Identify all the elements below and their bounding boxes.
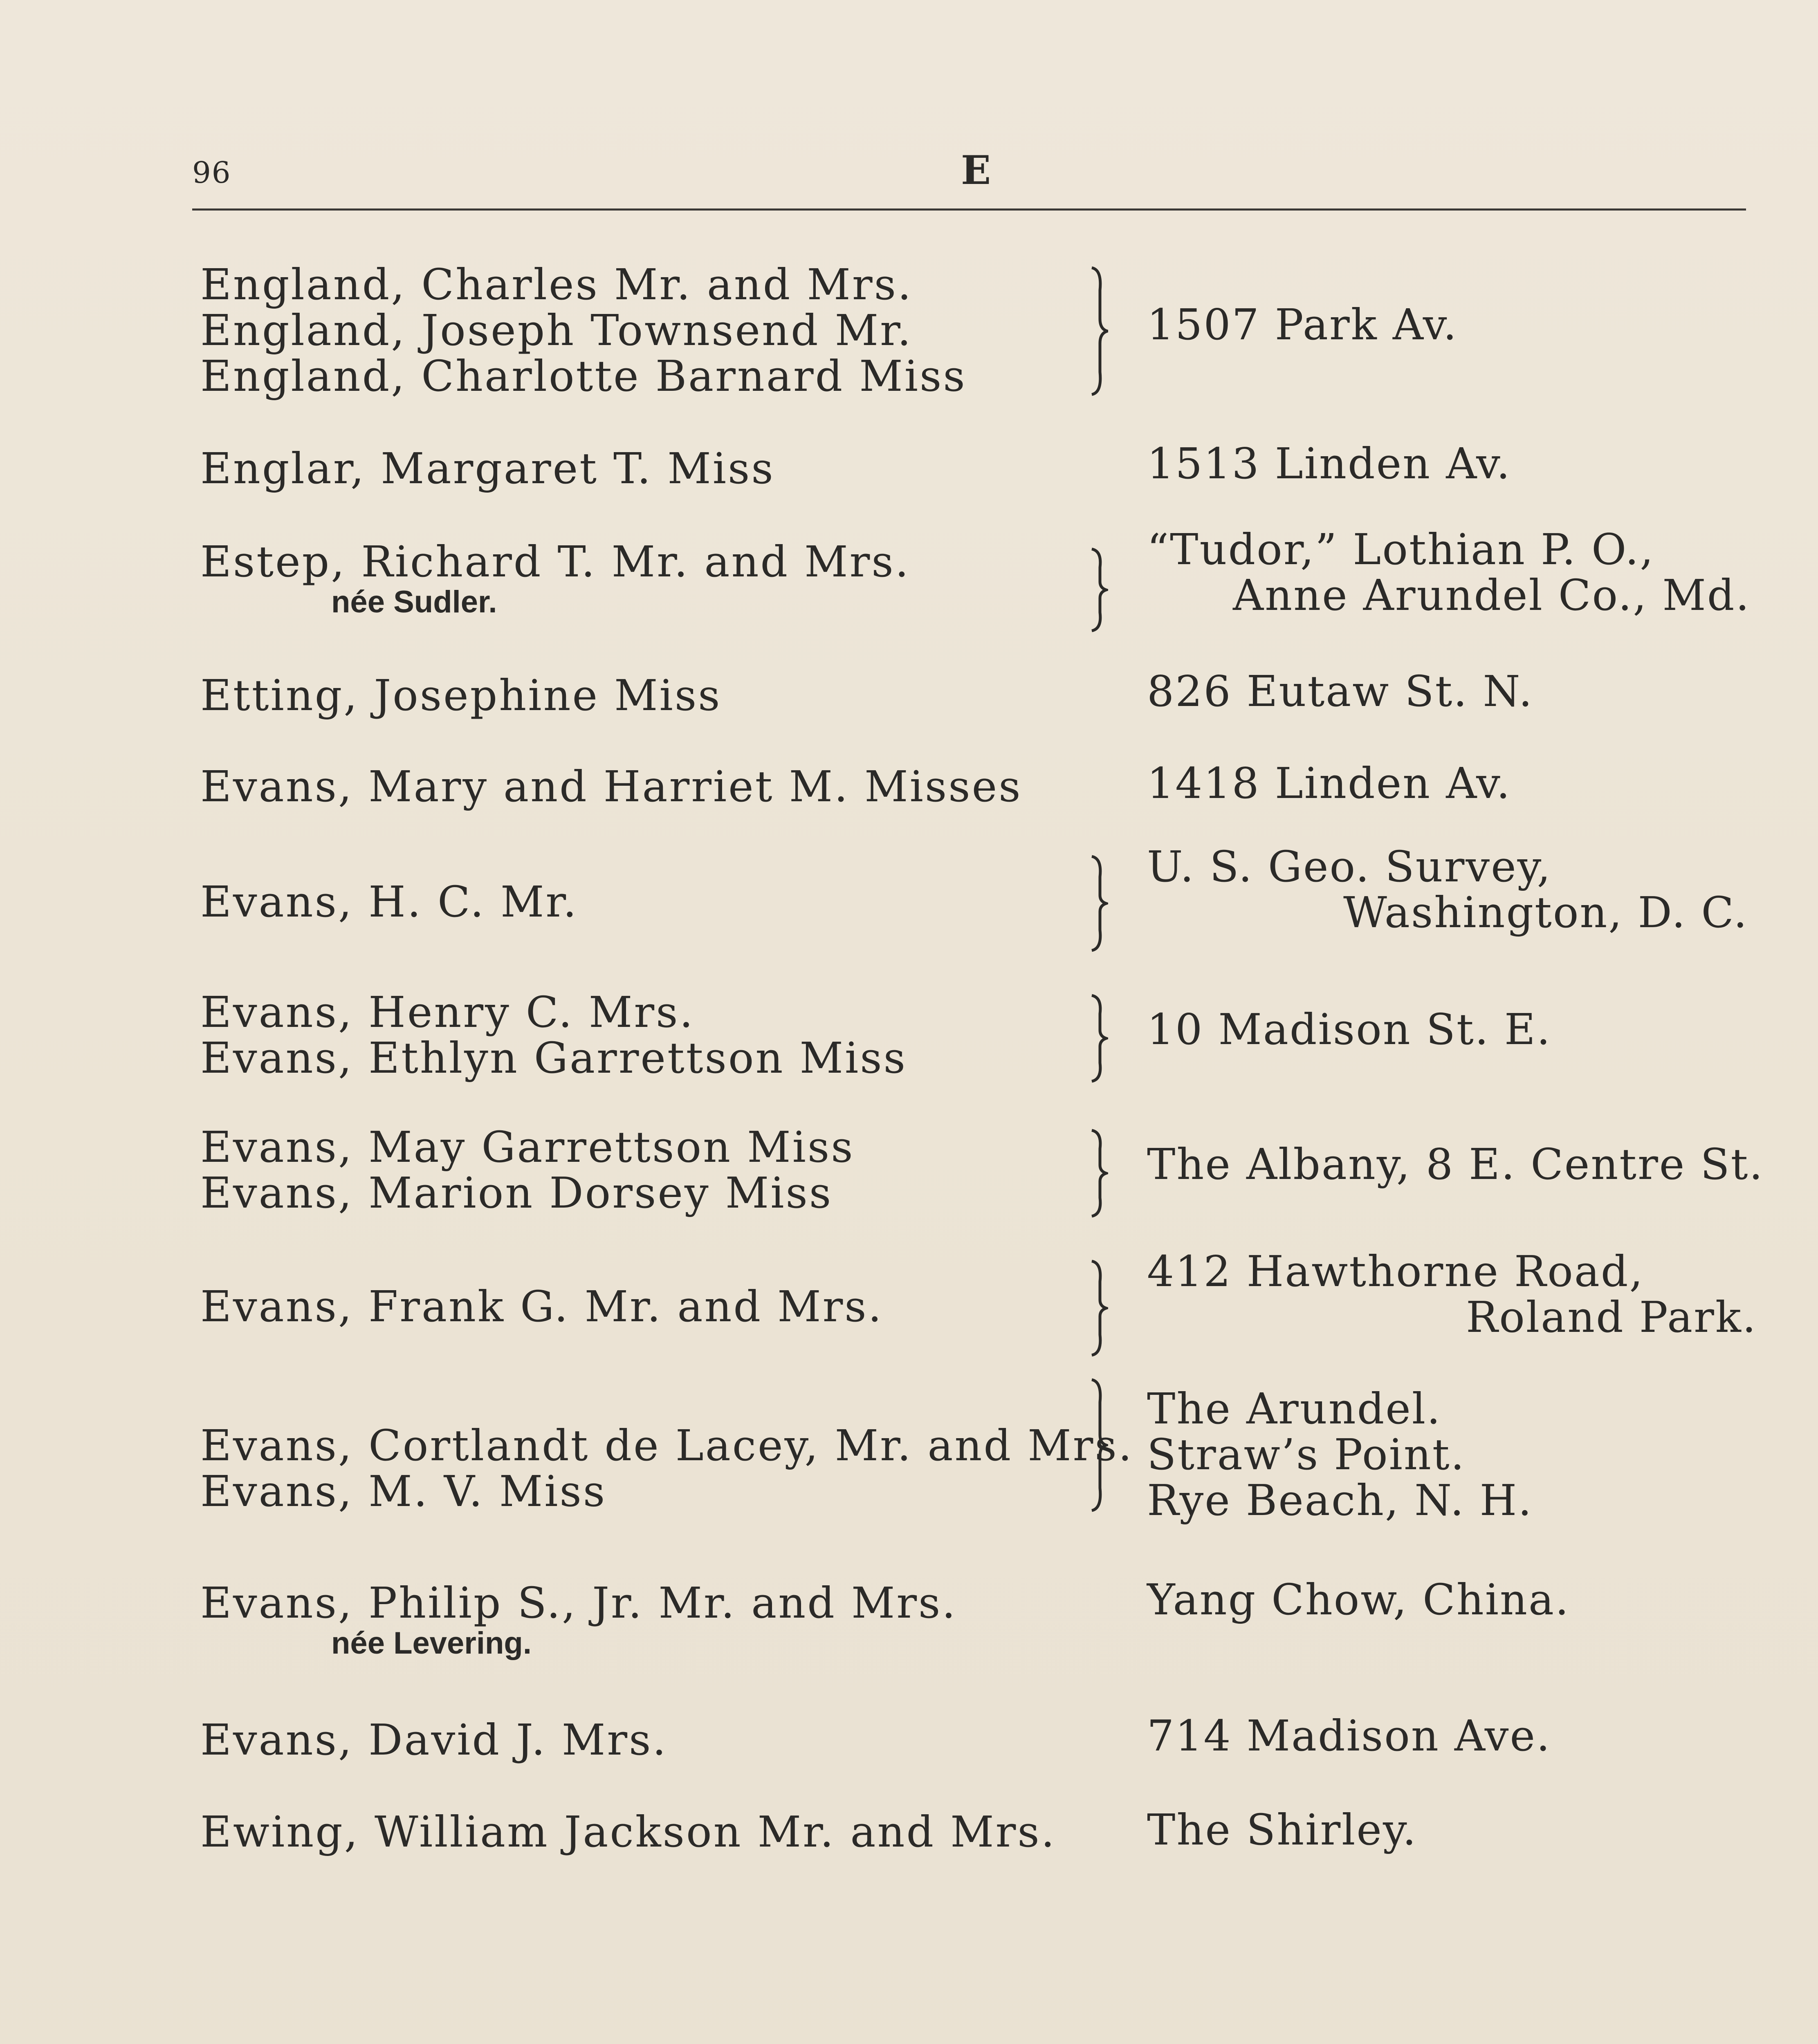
entry-name: England, Joseph Townsend Mr. xyxy=(200,305,913,355)
entry-address xyxy=(1147,1386,1760,1523)
entry-address xyxy=(1147,439,1760,489)
header-rule xyxy=(192,208,1746,211)
entry-names xyxy=(200,1580,1080,1661)
entry-address xyxy=(1147,1713,1760,1759)
address-line: The Shirley. xyxy=(1147,1805,1417,1855)
address-line: The Albany, 8 E. Centre St. xyxy=(1147,1139,1764,1189)
address-line: Roland Park. xyxy=(1466,1292,1757,1342)
entry-address xyxy=(1147,1139,1764,1189)
brace-icon xyxy=(1084,266,1108,397)
brace-icon xyxy=(1084,547,1108,633)
section-letter-heading: E xyxy=(961,147,991,193)
brace-icon xyxy=(1084,993,1108,1083)
entry-names xyxy=(200,1717,1080,1763)
entry-name: Evans, H. C. Mr. xyxy=(200,877,578,927)
brace-icon xyxy=(1084,1259,1108,1357)
address-line: 1507 Park Av. xyxy=(1147,300,1458,350)
entry-names xyxy=(200,879,1080,925)
address-line: Washington, D. C. xyxy=(1343,888,1748,937)
entry-names xyxy=(200,989,1080,1081)
entry-name: Estep, Richard T. Mr. and Mrs. xyxy=(200,537,910,587)
entry-names xyxy=(200,1421,1133,1516)
entry-address xyxy=(1147,844,1760,935)
address-line: “Tudor,” Lothian P. O., xyxy=(1147,524,1655,574)
entry-address xyxy=(1147,1807,1760,1853)
address-line: 412 Hawthorne Road, xyxy=(1147,1246,1644,1296)
address-line: Straw’s Point. xyxy=(1147,1430,1466,1479)
entry-name: Evans, Philip S., Jr. Mr. and Mrs. xyxy=(200,1578,957,1628)
entry-names xyxy=(200,539,1080,620)
entry-names xyxy=(200,1124,1080,1216)
address-line: Rye Beach, N. H. xyxy=(1147,1475,1533,1525)
entry-address xyxy=(1147,524,1760,620)
entry-address xyxy=(1147,760,1760,806)
page-number: 96 xyxy=(192,155,231,190)
address-line: Anne Arundel Co., Md. xyxy=(1233,570,1751,620)
address-line: Yang Chow, China. xyxy=(1147,1575,1570,1625)
entry-address xyxy=(1147,1577,1760,1623)
brace-icon xyxy=(1084,1378,1108,1513)
entry-name: Ewing, William Jackson Mr. and Mrs. xyxy=(200,1807,1056,1857)
entry-name: Evans, May Garrettson Miss xyxy=(200,1122,855,1172)
entry-names xyxy=(200,1284,1080,1329)
entry-address xyxy=(1147,668,1760,714)
address-line: 10 Madison St. E. xyxy=(1147,1004,1551,1054)
entry-name: Evans, Marion Dorsey Miss xyxy=(200,1168,833,1218)
entry-names xyxy=(200,1809,1080,1855)
entry-name: Evans, M. V. Miss xyxy=(200,1466,607,1516)
entry-name: Evans, Cortlandt de Lacey, Mr. and Mrs. xyxy=(200,1421,1133,1470)
entry-address xyxy=(1147,1006,1760,1052)
brace-icon xyxy=(1084,854,1108,953)
address-line: The Arundel. xyxy=(1147,1384,1442,1434)
entry-address xyxy=(1147,1248,1760,1340)
entry-nee: née Levering. xyxy=(331,1626,532,1661)
address-line: 1513 Linden Av. xyxy=(1147,439,1511,489)
entry-name: England, Charlotte Barnard Miss xyxy=(200,351,967,401)
entry-name: England, Charles Mr. and Mrs. xyxy=(200,260,913,309)
entry-name: Evans, Frank G. Mr. and Mrs. xyxy=(200,1282,883,1331)
entry-names xyxy=(200,262,1080,399)
address-line: 826 Eutaw St. N. xyxy=(1147,666,1533,716)
entry-name: Englar, Margaret T. Miss xyxy=(200,444,775,493)
entry-address xyxy=(1147,300,1760,350)
entry-names xyxy=(200,446,1080,491)
entry-nee: née Sudler. xyxy=(331,585,497,619)
brace-icon xyxy=(1084,1128,1108,1218)
entry-name: Evans, Henry C. Mrs. xyxy=(200,987,695,1037)
entry-name: Evans, Mary and Harriet M. Misses xyxy=(200,762,1022,811)
entry-names xyxy=(200,672,1080,718)
entry-name: Etting, Josephine Miss xyxy=(200,670,722,720)
entry-name: Evans, Ethlyn Garrettson Miss xyxy=(200,1033,907,1083)
address-line: U. S. Geo. Survey, xyxy=(1147,842,1552,892)
address-line: 714 Madison Ave. xyxy=(1147,1711,1551,1761)
address-line: 1418 Linden Av. xyxy=(1147,758,1511,808)
entry-names xyxy=(200,764,1080,809)
entry-name: Evans, David J. Mrs. xyxy=(200,1715,668,1765)
